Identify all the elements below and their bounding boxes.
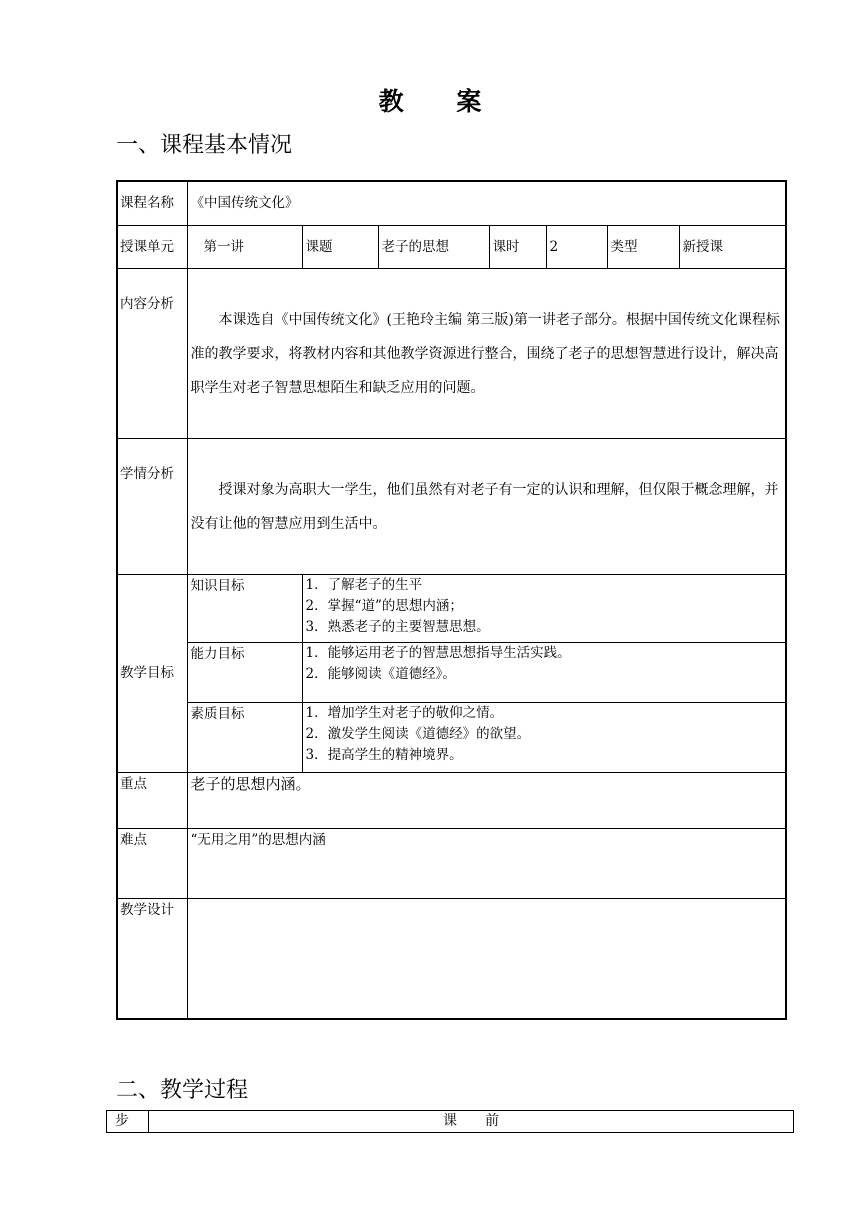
topic-value: 老子的思想: [378, 225, 489, 268]
ability-objective-list: [302, 642, 786, 702]
list-item: 1．增加学生对老子的敬仰之情。: [305, 704, 504, 721]
teaching-design-content: [187, 898, 786, 1019]
difficulty-label: 难点: [117, 828, 187, 898]
type-value: 新授课: [679, 225, 786, 268]
list-item: 2．掌握“道”的思想内涵；: [305, 597, 463, 614]
phase-label: 课 前: [149, 1111, 794, 1133]
knowledge-objective-list: [302, 574, 786, 642]
quality-objective-label: 素质目标: [187, 702, 302, 772]
content-analysis-label: 内容分析: [117, 268, 187, 438]
unit-value: 第一讲: [187, 225, 302, 268]
list-item: 1．能够运用老子的智慧思想指导生活实践。: [305, 644, 571, 661]
teaching-process-table: [106, 1110, 794, 1133]
list-item: 1．了解老子的生平: [305, 576, 423, 593]
course-info-table: [116, 180, 787, 1020]
document-title: 教 案: [378, 87, 504, 116]
type-label: 类型: [607, 225, 679, 268]
ability-objective-label: 能力目标: [187, 642, 302, 702]
hours-value: 2: [546, 225, 607, 268]
teaching-design-label: 教学设计: [117, 898, 187, 1019]
course-name-value: 《中国传统文化》: [187, 181, 786, 225]
content-analysis-text: 本课选自《中国传统文化》(王艳玲主编 第三版)第一讲老子部分。根据中国传统文化课程标准的教学要求，将教材内容和其他教学资源进行整合，围绕了老子的思想智慧进行设计，解决高职学生对老子智慧思想陌生和缺乏应用的问题。: [190, 311, 780, 396]
knowledge-objective-label: 知识目标: [187, 574, 302, 642]
teaching-objectives-label: 教学目标: [117, 574, 187, 772]
learner-analysis-text: 授课对象为高职大一学生，他们虽然有对老子有一定的认识和理解，但仅限于概念理解，并没有让他的智慧应用到生活中。: [190, 481, 779, 532]
topic-label: 课题: [302, 225, 378, 268]
learner-analysis-label: 学情分析: [117, 438, 187, 574]
step-label: 步: [107, 1111, 149, 1133]
difficulty-text: “无用之用”的思想内涵: [187, 828, 786, 898]
section-heading-basic-info: 一、课程基本情况: [116, 133, 293, 158]
list-item: 2．激发学生阅读《道德经》的欲望。: [305, 725, 531, 742]
hours-label: 课时: [489, 225, 546, 268]
quality-objective-list: [302, 702, 786, 772]
list-item: 2．能够阅读《道德经》。: [305, 665, 456, 682]
list-item: 3．提高学生的精神境界。: [305, 746, 463, 763]
section-heading-teaching-process: 二、教学过程: [116, 1078, 249, 1103]
key-point-text: 老子的思想内涵。: [187, 772, 786, 828]
course-name-label: 课程名称: [117, 181, 187, 225]
list-item: 3．熟悉老子的主要智慧思想。: [305, 618, 490, 635]
key-point-label: 重点: [117, 772, 187, 828]
unit-label: 授课单元: [117, 225, 187, 268]
